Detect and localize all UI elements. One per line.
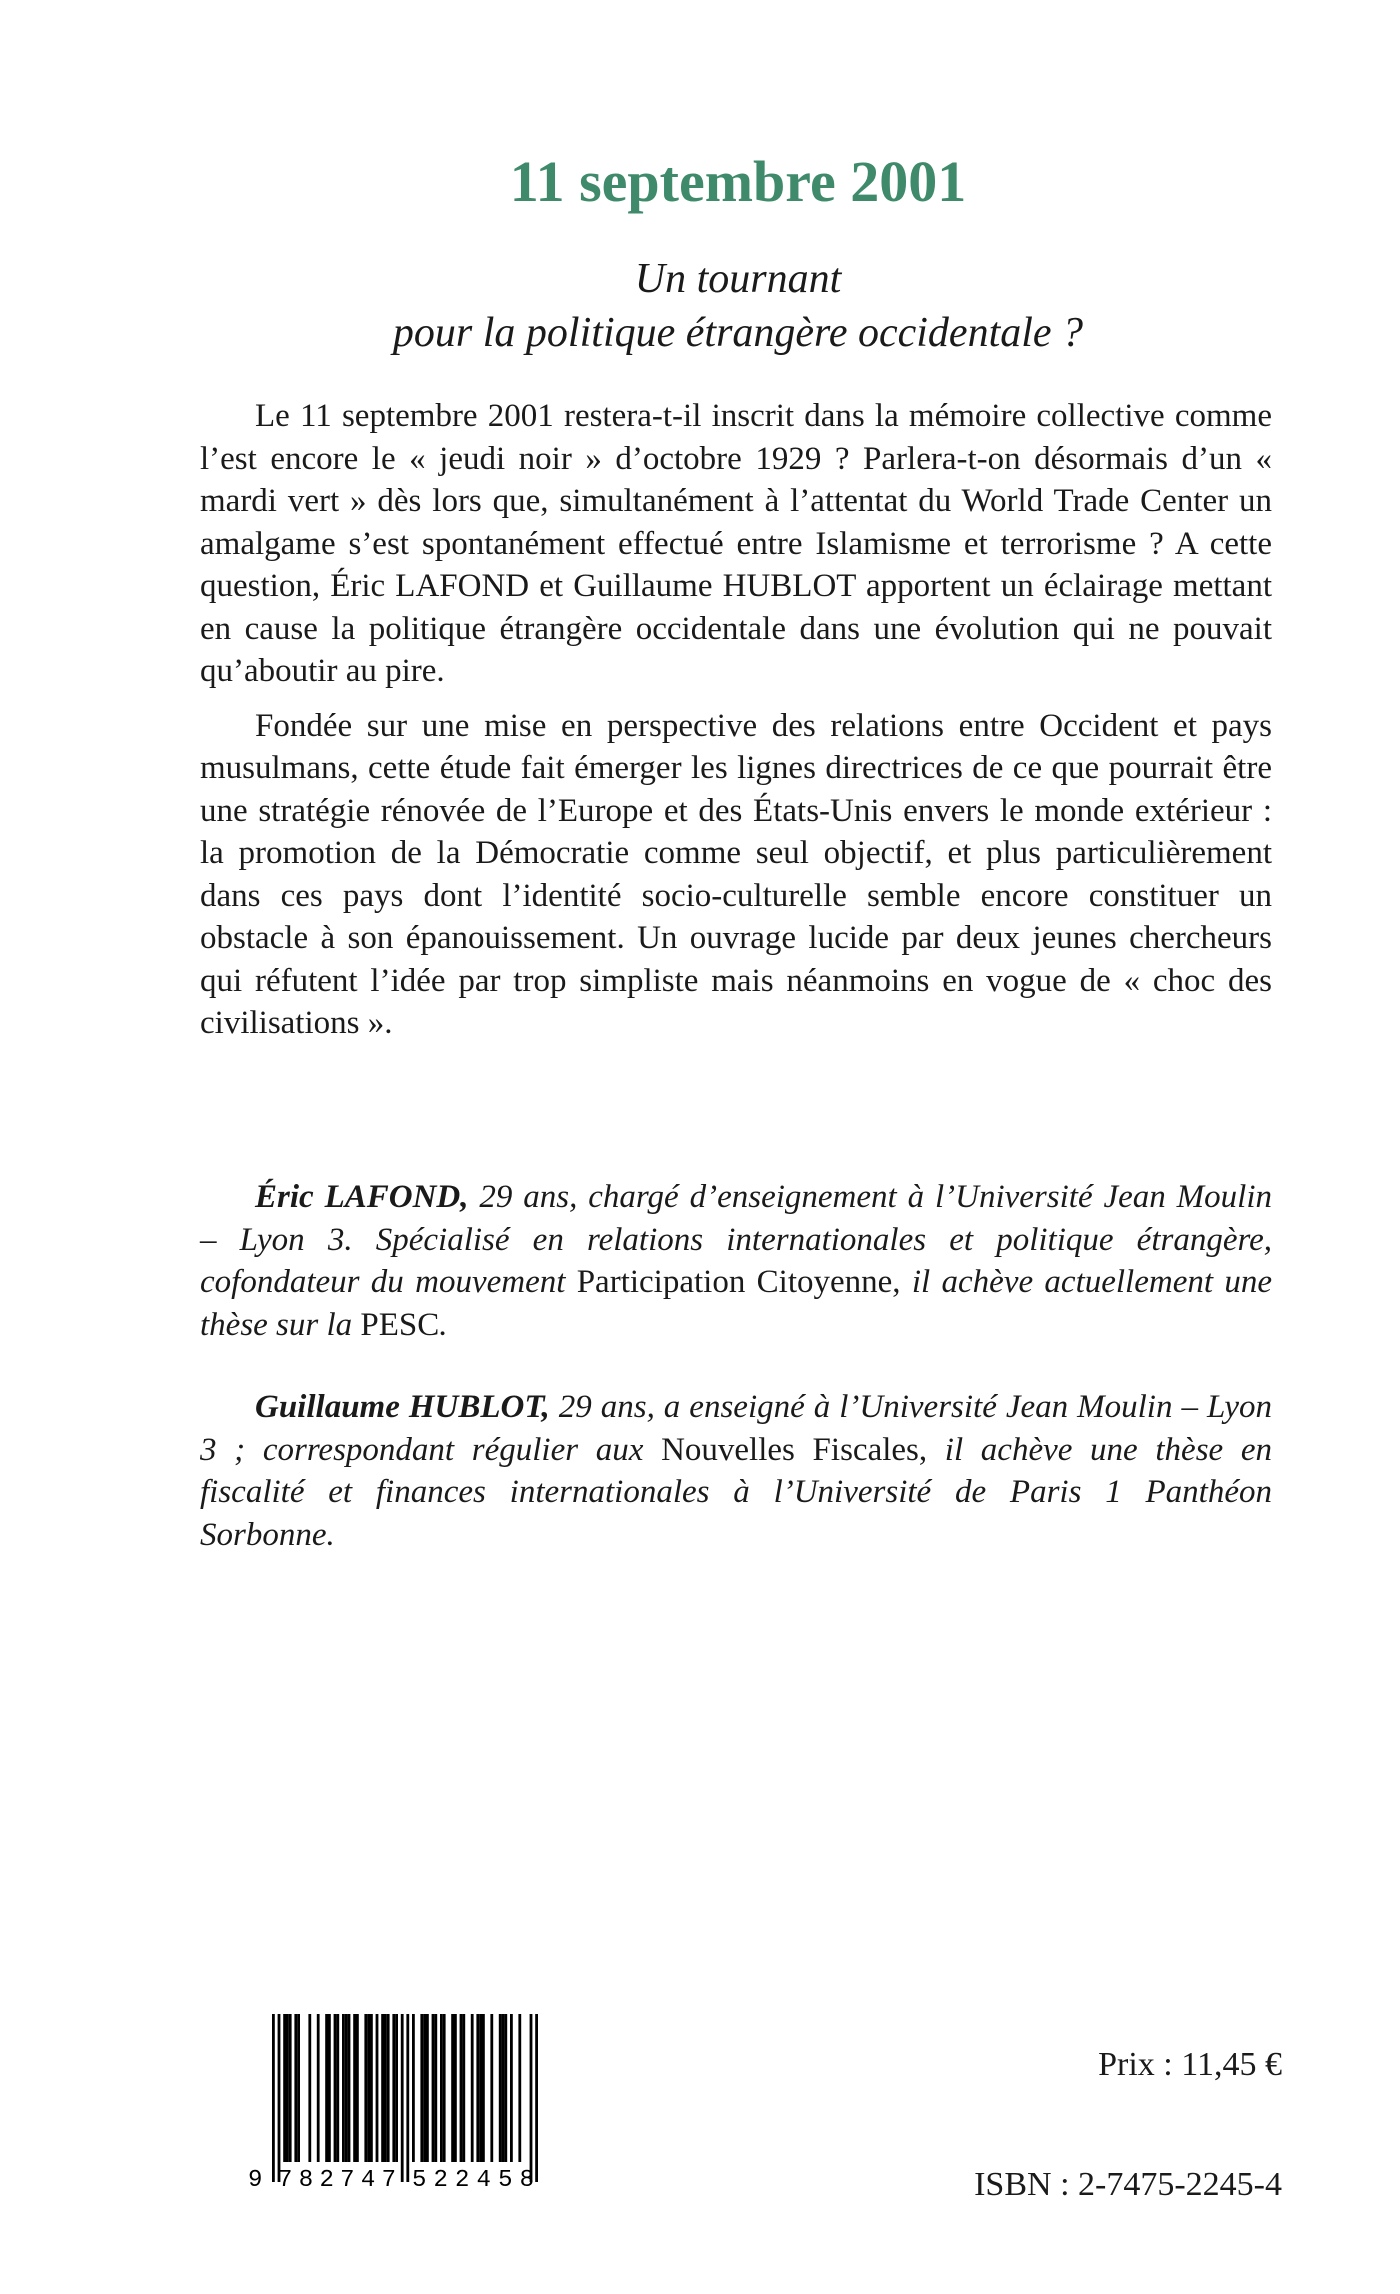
bio-hublot-text-1: 29 ans, a enseigné à l’Université Jean Moulin – Lyon 3 ; correspondant régulier aux <box>200 1389 1272 1468</box>
subtitle-line-1: Un tournant <box>634 256 842 302</box>
barcode-bar <box>342 2014 345 2162</box>
barcode-bar <box>423 2014 426 2162</box>
barcode-bar <box>482 2014 485 2162</box>
barcode-bar <box>530 2014 533 2182</box>
barcode-bar <box>294 2014 297 2162</box>
barcode-bar <box>434 2014 437 2162</box>
barcode-bar <box>518 2014 521 2162</box>
barcode-bar <box>490 2014 493 2162</box>
barcode-bar <box>401 2014 404 2182</box>
barcode-bar <box>286 2014 289 2162</box>
barcode-bar <box>283 2014 286 2162</box>
barcode-bar <box>387 2014 390 2162</box>
barcode-bar <box>308 2014 311 2162</box>
barcode-bar <box>395 2014 398 2162</box>
barcode-right-digits: 522458 <box>412 2167 534 2190</box>
bio-lafond-pesc: PESC <box>360 1306 440 1343</box>
barcode-bar <box>479 2014 482 2162</box>
barcode-bar <box>504 2014 507 2162</box>
barcode-bar <box>471 2014 474 2162</box>
barcode-bar <box>451 2014 454 2162</box>
bio-lafond-end: . <box>439 1306 448 1343</box>
barcode-bar <box>381 2014 384 2162</box>
barcode-bar <box>370 2014 373 2162</box>
barcode-bar <box>384 2014 387 2162</box>
isbn: ISBN : 2-7475-2245-4 <box>974 2166 1282 2203</box>
barcode-bar <box>348 2014 351 2162</box>
barcode-first-digit: 9 <box>248 2167 263 2190</box>
blurb-paragraph-1: Le 11 septembre 2001 restera-t-il inscrit dans la mémoire collective comme l’est encore le « jeudi noir » d’octobre 1929 ? Parlera-t-on désormais d’un « mardi vert » dès lors que, simultanément à l’attentat du World Trade Center un amalgame s’est spontanément effectué entre Islamisme et terrorisme ? A cette question, Éric LAFOND et Guillaume HUBLOT apportent un éclairage mettant en cause la politique étrangère occidentale dans une évolution qui ne pouvait qu’aboutir au pire. <box>200 398 1272 689</box>
barcode-bar <box>535 2014 538 2182</box>
barcode-bar <box>289 2014 292 2162</box>
barcode-bar <box>272 2014 275 2182</box>
barcode-bar <box>353 2014 356 2162</box>
barcode-bar <box>356 2014 359 2162</box>
bio-hublot-text-2: il achève une thèse en fiscalité et finances internationales à l’Université de Paris 1 Panthéon Sorbonne. <box>200 1431 1273 1553</box>
subtitle-line-2: pour la politique étrangère occidentale ? <box>392 310 1084 356</box>
bio-hublot-journal: Nouvelles Fiscales, <box>661 1431 928 1468</box>
barcode-bar <box>376 2014 379 2162</box>
bio-lafond-text-2: il achève actuellement une thèse sur la <box>200 1264 1272 1343</box>
barcode-bar <box>462 2014 465 2162</box>
barcode-bar <box>432 2014 435 2162</box>
author-bio-lafond <box>200 1176 1272 1346</box>
isbn-barcode <box>246 2010 564 2190</box>
barcode-bar <box>336 2014 339 2162</box>
barcode-bar <box>278 2014 281 2182</box>
barcode-bar <box>367 2014 370 2162</box>
barcode-bar <box>510 2014 513 2162</box>
barcode-bar <box>317 2014 320 2162</box>
bio-lafond-org: Participation Citoyenne, <box>576 1264 901 1300</box>
barcode-bar <box>328 2014 331 2162</box>
barcode-bar <box>420 2014 423 2162</box>
barcode-bar <box>499 2014 502 2162</box>
barcode-bar <box>443 2014 446 2162</box>
book-subtitle <box>0 252 1400 360</box>
barcode-bar <box>392 2014 395 2162</box>
barcode-bar <box>476 2014 479 2162</box>
barcode-bar <box>345 2014 348 2162</box>
price: Prix : 11,45 € <box>1098 2046 1282 2083</box>
barcode-bar <box>406 2014 409 2182</box>
barcode-bar <box>460 2014 463 2162</box>
barcode-bar <box>364 2014 367 2162</box>
barcode-bar <box>426 2014 429 2162</box>
blurb <box>200 395 1272 1057</box>
barcode-bar <box>325 2014 328 2162</box>
barcode-bar <box>334 2014 337 2162</box>
barcode-left-digits: 782747 <box>278 2167 396 2190</box>
barcode-bar <box>502 2014 505 2162</box>
book-title: 11 septembre 2001 <box>509 149 967 214</box>
barcode-bar <box>297 2014 300 2162</box>
barcode-bar <box>440 2014 443 2162</box>
blurb-paragraph-2: Fondée sur une mise en perspective des relations entre Occident et pays musulmans, cette étude fait émerger les lignes directrices de ce que pourrait être une stratégie rénovée de l’Europe et des États-Unis envers le monde extérieur : la promotion de la Démocratie comme seul objectif, et plus particulièrement dans ces pays dont l’identité socio-culturelle semble encore constituer un obstacle à son épanouissement. Un ouvrage lucide par deux jeunes chercheurs qui réfutent l’idée par trop simpliste mais néanmoins en vogue de « choc des civilisations ». <box>200 707 1272 1041</box>
barcode-bar <box>412 2014 415 2162</box>
author-name-hublot: Guillaume HUBLOT, <box>255 1389 550 1425</box>
author-name-lafond: Éric LAFOND, <box>255 1179 469 1215</box>
bio-lafond-text-1: 29 ans, chargé d’enseignement à l’Université Jean Moulin – Lyon 3. Spécialisé en relations internationales et politique étrangère, cofondateur du mouvement <box>200 1179 1272 1300</box>
author-bio-hublot <box>200 1386 1272 1556</box>
barcode-bar <box>454 2014 457 2162</box>
